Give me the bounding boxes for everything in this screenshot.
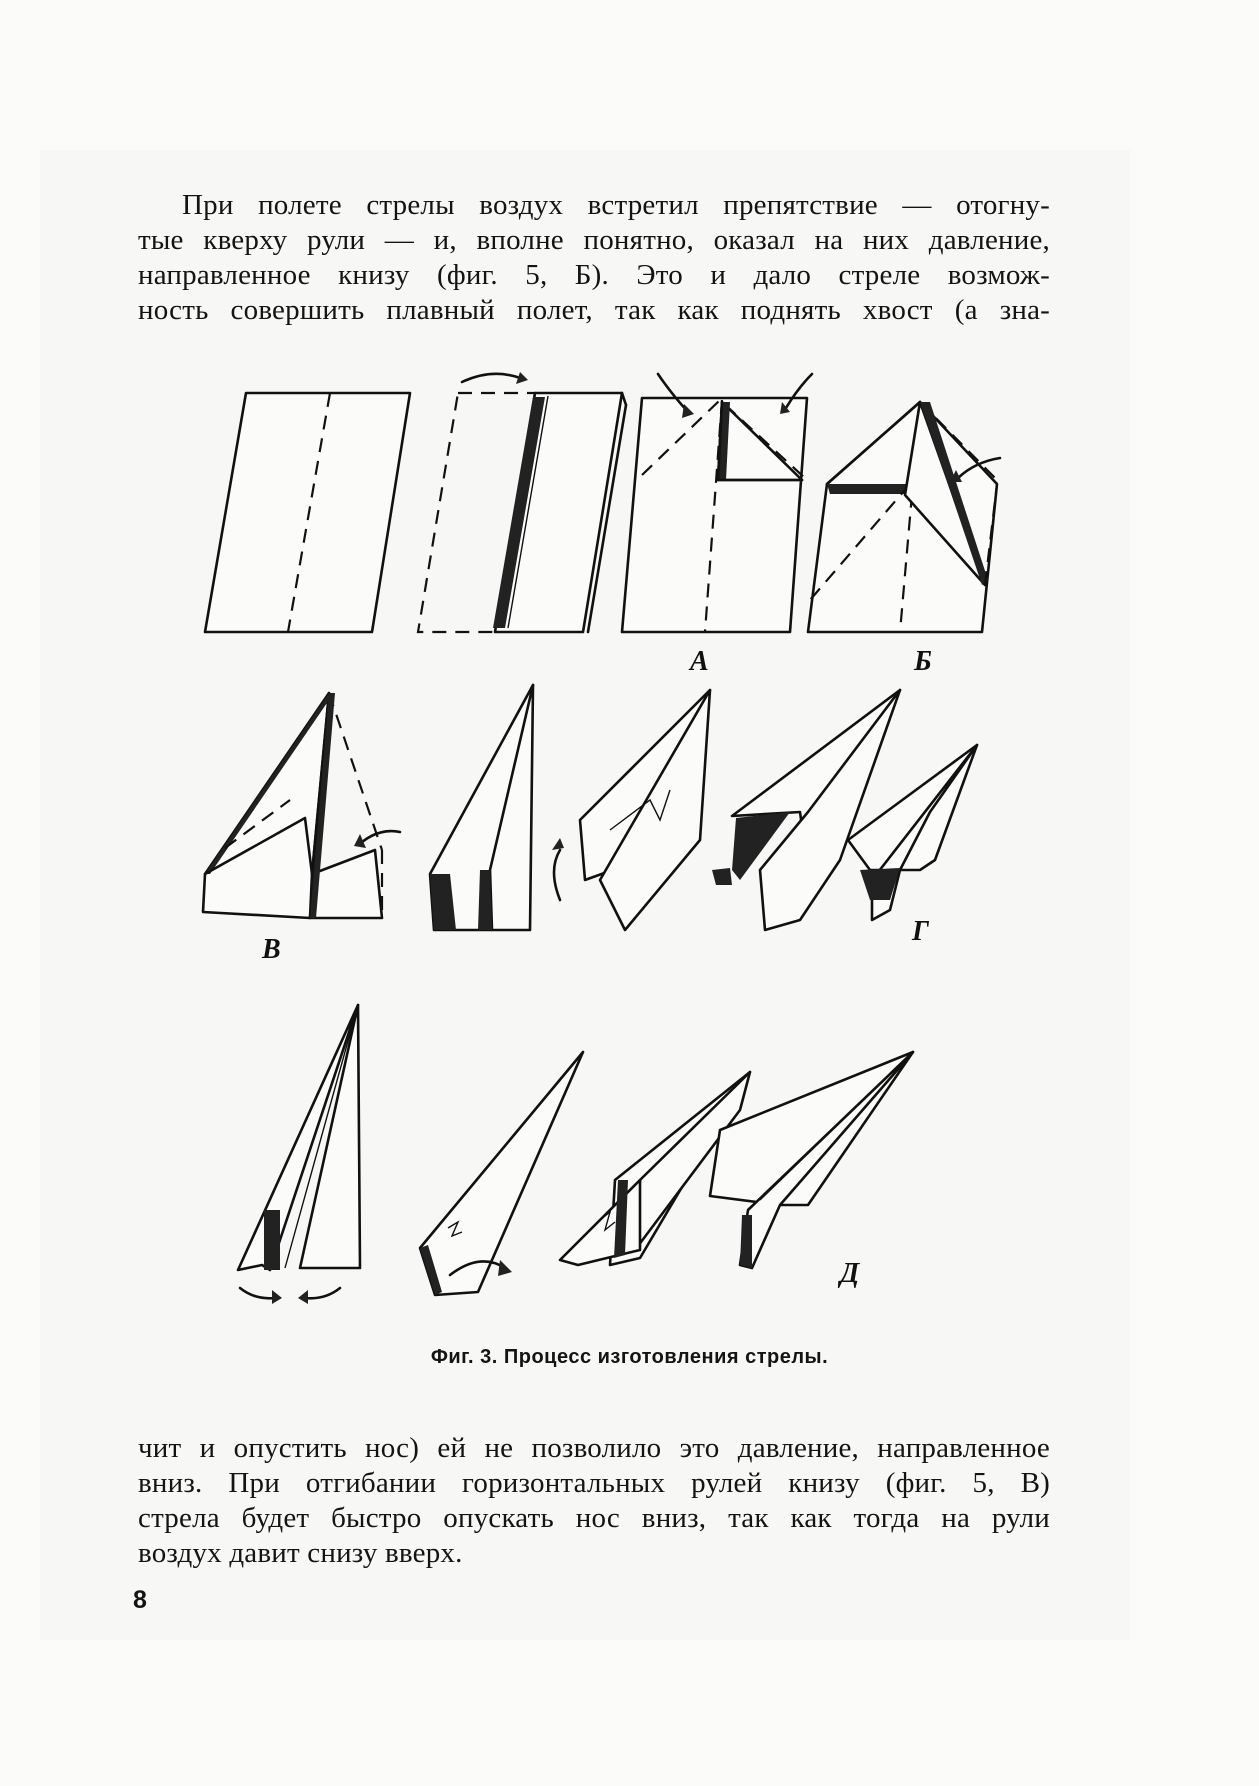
step-label-b: Б bbox=[914, 646, 932, 677]
text-line: направленное книзу (фиг. 5, Б). Это и дало стреле возмож- bbox=[138, 259, 1050, 291]
step-sheet-folded bbox=[418, 372, 626, 632]
step-folded-arrow bbox=[430, 685, 533, 930]
step-label-v: В bbox=[262, 934, 281, 965]
step-sheet-flat bbox=[205, 393, 410, 632]
step-b-corners-folded bbox=[808, 402, 1000, 677]
step-final-fold-side bbox=[238, 1005, 360, 1304]
text-line: При полете стрелы воздух встретил препятствие — отогну- bbox=[182, 189, 1050, 221]
text-line: тые кверху рули — и, вполне понятно, оказал на них давление, bbox=[138, 224, 1050, 256]
step-wings-opening bbox=[552, 690, 710, 930]
text-line: ность совершить плавный полет, так как поднять хвост (а зна- bbox=[138, 294, 1050, 326]
step-label-g: Г bbox=[912, 916, 929, 947]
step-folded-body bbox=[420, 1052, 583, 1295]
step-v-edges-folded bbox=[203, 693, 400, 965]
text-line: воздух давит снизу вверх. bbox=[138, 1537, 463, 1569]
step-label-d: Д bbox=[840, 1258, 860, 1289]
text-line: стрела будет быстро опускать нос вниз, так как тогда на рули bbox=[138, 1502, 1050, 1534]
text-line: чит и опустить нос) ей не позволило это давление, направленное bbox=[138, 1432, 1050, 1464]
text-line: вниз. При отгибании горизонтальных рулей книзу (фиг. 5, В) bbox=[138, 1467, 1050, 1499]
paragraph-bottom bbox=[138, 1431, 1050, 1571]
step-a-corners-folded bbox=[622, 374, 812, 677]
step-label-a: А bbox=[690, 646, 709, 677]
page-number: 8 bbox=[133, 1586, 147, 1614]
figure-caption: Фиг. 3. Процесс изготовления стрелы. bbox=[430, 1346, 829, 1368]
